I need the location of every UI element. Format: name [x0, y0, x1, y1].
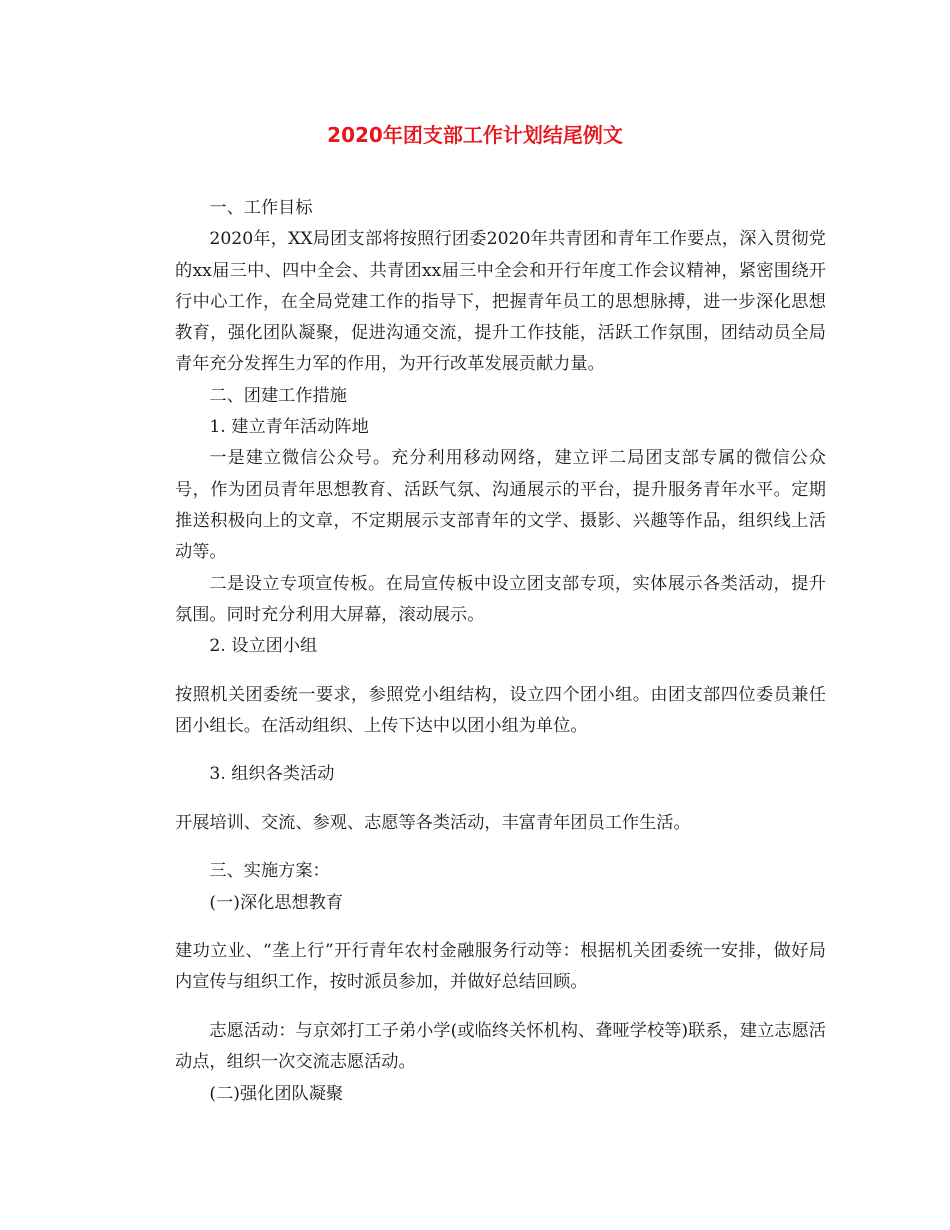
paragraph-goals: 2020年，XX局团支部将按照行团委2020年共青团和青年工作要点，深入贯彻党的xx届三中、四中全会、共青团xx届三中全会和开行年度工作会议精神，紧密围绕开行中心工作，在全局党建工作的指导下，把握青年员工的思想脉搏，进一步深化思想教育，强化团队凝聚，促进沟通交流，提升工作技能，活跃工作氛围，团结动员全局青年充分发挥生力军的作用，为开行改革发展贡献力量。 — [175, 229, 826, 375]
document-body — [175, 193, 826, 1110]
section-heading-plan: 三、实施方案： — [209, 861, 330, 882]
subheading-youth-base: 1. 建立青年活动阵地 — [209, 417, 369, 438]
paragraph-wechat: 一是建立微信公众号。充分利用移动网络，建立评二局团支部专属的微信公众号，作为团员青年思想教育、活跃气氛、沟通展示的平台，提升服务青年水平。定期推送积极向上的文章，不定期展示支部青年的文学、摄影、兴趣等作品，组织线上活动等。 — [175, 448, 826, 563]
paragraph-board: 二是设立专项宣传板。在局宣传板中设立团支部专项，实体展示各类活动，提升氛围。同时充分利用大屏幕，滚动展示。 — [175, 573, 826, 625]
section-heading-goals: 一、工作目标 — [209, 198, 313, 218]
document-title: 2020年团支部工作计划结尾例文 — [327, 123, 623, 147]
paragraph-activities: 开展培训、交流、参观、志愿等各类活动，丰富青年团员工作生活。 — [175, 812, 691, 833]
subheading-cohesion: (二)强化团队凝聚 — [209, 1083, 344, 1104]
paragraph-volunteer: 志愿活动：与京郊打工子弟小学(或临终关怀机构、聋哑学校等)联系，建立志愿活动点，组织一次交流志愿活动。 — [175, 1020, 826, 1073]
subheading-groups: 2. 设立团小组 — [209, 636, 318, 657]
section-heading-measures: 二、团建工作措施 — [209, 385, 347, 406]
subheading-activities: 3. 组织各类活动 — [209, 764, 335, 785]
paragraph-career: 建功立业、“垄上行”开行青年农村金融服务行动等：根据机关团委统一安排，做好局内宣传与组织工作，按时派员参加，并做好总结回顾。 — [175, 941, 826, 993]
subheading-education: (一)深化思想教育 — [209, 892, 344, 913]
paragraph-groups: 按照机关团委统一要求，参照党小组结构，设立四个团小组。由团支部四位委员兼任团小组长。在活动组织、上传下达中以团小组为单位。 — [175, 684, 826, 736]
